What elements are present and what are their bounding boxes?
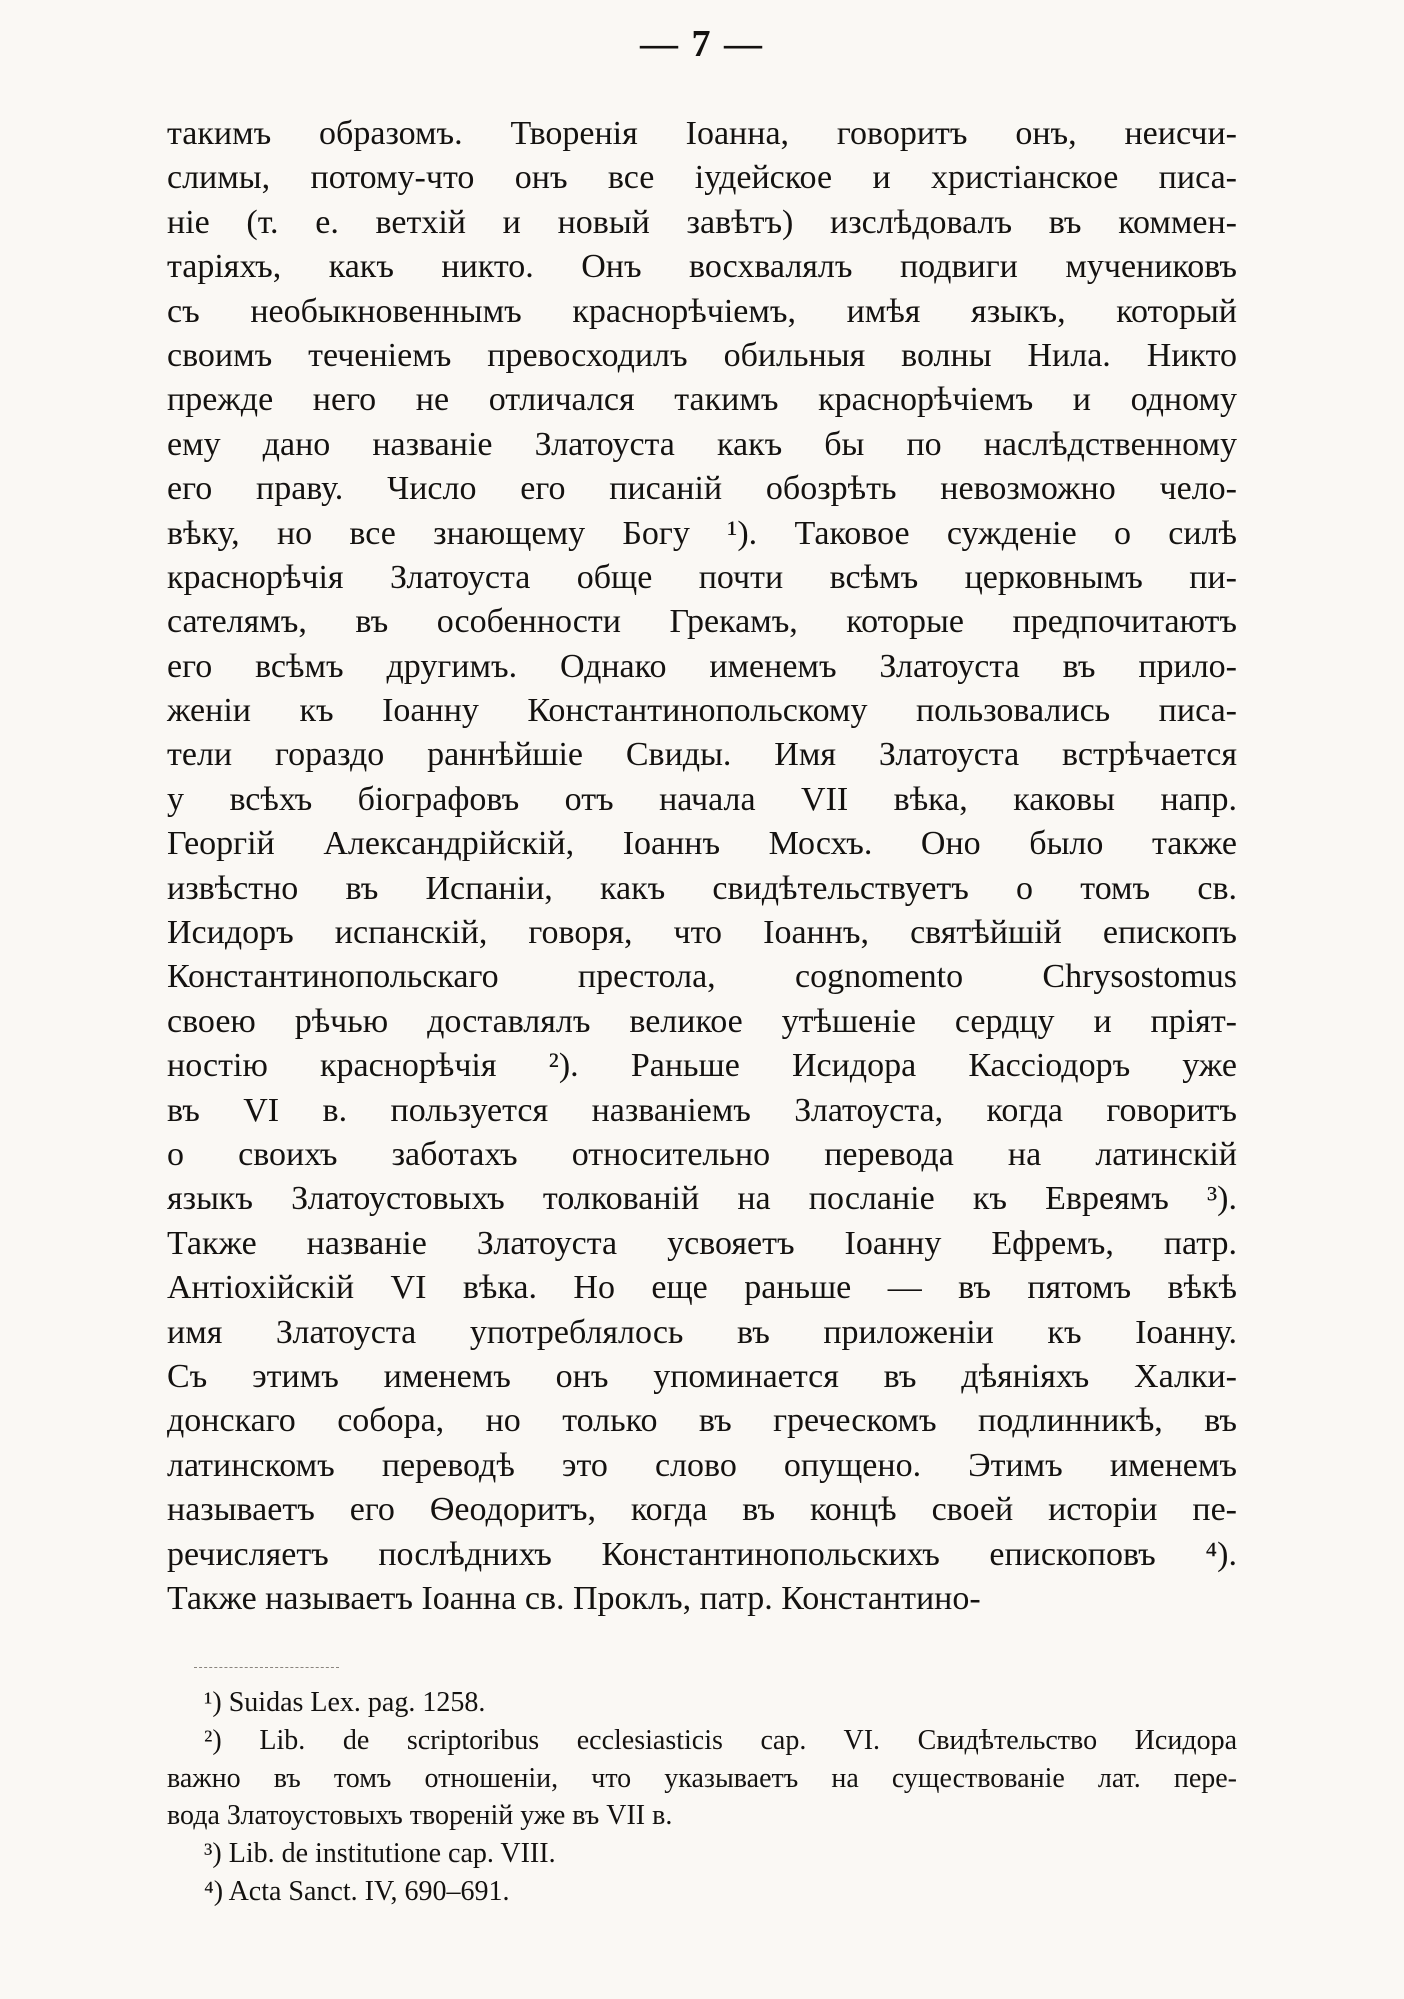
body-line: языкъ Златоустовыхъ толкованій на посланіе къ Евреямъ ³). xyxy=(167,1180,1237,1218)
page-number: — 7 — xyxy=(640,23,764,65)
body-line: донскаго собора, но только въ греческомъ подлинникѣ, въ xyxy=(167,1402,1237,1440)
body-line: краснорѣчія Златоуста обще почти всѣмъ церковнымъ пи- xyxy=(167,558,1237,596)
footnote-2-continuation: вода Златоустовыхъ твореній уже въ VII в. xyxy=(167,1800,673,1832)
body-line: латинскомъ переводѣ это слово опущено. Этимъ именемъ xyxy=(167,1446,1237,1484)
body-line: Исидоръ испанскій, говоря, что Іоаннъ, святѣйшій епископъ xyxy=(167,914,1237,952)
footnote-mark: ³) xyxy=(204,1838,222,1870)
body-line: о своихъ заботахъ относительно перевода на латинскій xyxy=(167,1135,1237,1173)
body-line: называетъ его Ѳеодоритъ, когда въ концѣ своей исторіи пе- xyxy=(167,1491,1237,1529)
body-line: имя Златоуста употреблялось въ приложеніи къ Іоанну. xyxy=(167,1313,1237,1351)
body-line: слимы, потому-что онъ все іудейское и христіанское писа- xyxy=(167,159,1237,197)
body-line: женіи къ Іоанну Константинопольскому пользовались писа- xyxy=(167,692,1237,730)
body-line: ему дано названіе Златоуста какъ бы по наслѣдственному xyxy=(167,425,1237,463)
body-line-last: Также называетъ Іоанна св. Проклъ, патр. Константино- xyxy=(167,1579,981,1617)
body-line: сателямъ, въ особенности Грекамъ, которые предпочитаютъ xyxy=(167,603,1237,641)
footnote-2-continuation: важно въ томъ отношеніи, что указываетъ на существованіе лат. пере- xyxy=(167,1762,1237,1794)
body-text xyxy=(167,112,1237,1621)
body-line: Константинопольскаго престола, cognomento Chrysostomus xyxy=(167,958,1237,996)
footnote-4 xyxy=(167,1873,1237,1911)
footnote-text: Lib. de scriptoribus ecclesiasticis cap. VI. Свидѣтельство Исидора xyxy=(259,1724,1237,1756)
footnote-mark: ²) xyxy=(204,1724,222,1756)
footnote-2 xyxy=(167,1722,1237,1760)
footnote-text: Lib. de institutione cap. VIII. xyxy=(228,1838,556,1870)
body-line: прежде него не отличался такимъ краснорѣчіемъ и одному xyxy=(167,381,1237,419)
footnote-1 xyxy=(167,1684,1237,1722)
body-line: его праву. Число его писаній обозрѣть невозможно чело- xyxy=(167,470,1237,508)
footnote-separator xyxy=(194,1667,339,1668)
body-line: речисляетъ послѣднихъ Константинопольскихъ епископовъ ⁴). xyxy=(167,1535,1237,1573)
footnote-text: Suidas Lex. pag. 1258. xyxy=(228,1687,486,1718)
body-line: Антіохійскій VI вѣка. Но еще раньше — въ пятомъ вѣкѣ xyxy=(167,1269,1237,1307)
body-line: тели гораздо раннѣйшіе Свиды. Имя Златоуста встрѣчается xyxy=(167,736,1237,774)
footnote-mark: ¹) xyxy=(204,1687,222,1718)
body-line: съ необыкновеннымъ краснорѣчіемъ, имѣя языкъ, который xyxy=(167,292,1237,330)
body-line: въ VI в. пользуется названіемъ Златоуста, когда говоритъ xyxy=(167,1091,1237,1129)
body-line: своею рѣчью доставлялъ великое утѣшеніе сердцу и пріят- xyxy=(167,1002,1237,1040)
body-line: таріяхъ, какъ никто. Онъ восхвалялъ подвиги мучениковъ xyxy=(167,248,1237,286)
body-line: Съ этимъ именемъ онъ упоминается въ дѣяніяхъ Халки- xyxy=(167,1357,1237,1395)
body-line: ніе (т. е. ветхій и новый завѣтъ) изслѣдовалъ въ коммен- xyxy=(167,203,1237,241)
body-line: вѣку, но все знающему Богу ¹). Таковое сужденіе о силѣ xyxy=(167,514,1237,552)
footnote-mark: ⁴) xyxy=(204,1875,224,1907)
footnote-text: Acta Sanct. IV, 690–691. xyxy=(228,1875,510,1907)
footnotes xyxy=(167,1684,1237,1911)
body-line: Также названіе Златоуста усвояетъ Іоанну Ефремъ, патр. xyxy=(167,1224,1237,1262)
body-line: его всѣмъ другимъ. Однако именемъ Златоуста въ прило- xyxy=(167,647,1237,685)
body-line: извѣстно въ Испаніи, какъ свидѣтельствуетъ о томъ св. xyxy=(167,869,1237,907)
body-line: у всѣхъ біографовъ отъ начала VII вѣка, каковы напр. xyxy=(167,780,1237,818)
body-line: своимъ теченіемъ превосходилъ обильныя волны Нила. Никто xyxy=(167,336,1237,374)
body-line: такимъ образомъ. Творенія Іоанна, говоритъ онъ, неисчи- xyxy=(167,115,1237,152)
body-line: ностію краснорѣчія ²). Раньше Исидора Кассіодоръ уже xyxy=(167,1047,1237,1085)
footnote-3 xyxy=(167,1835,1237,1873)
body-line: Георгій Александрійскій, Іоаннъ Мосхъ. Оно было также xyxy=(167,825,1237,863)
